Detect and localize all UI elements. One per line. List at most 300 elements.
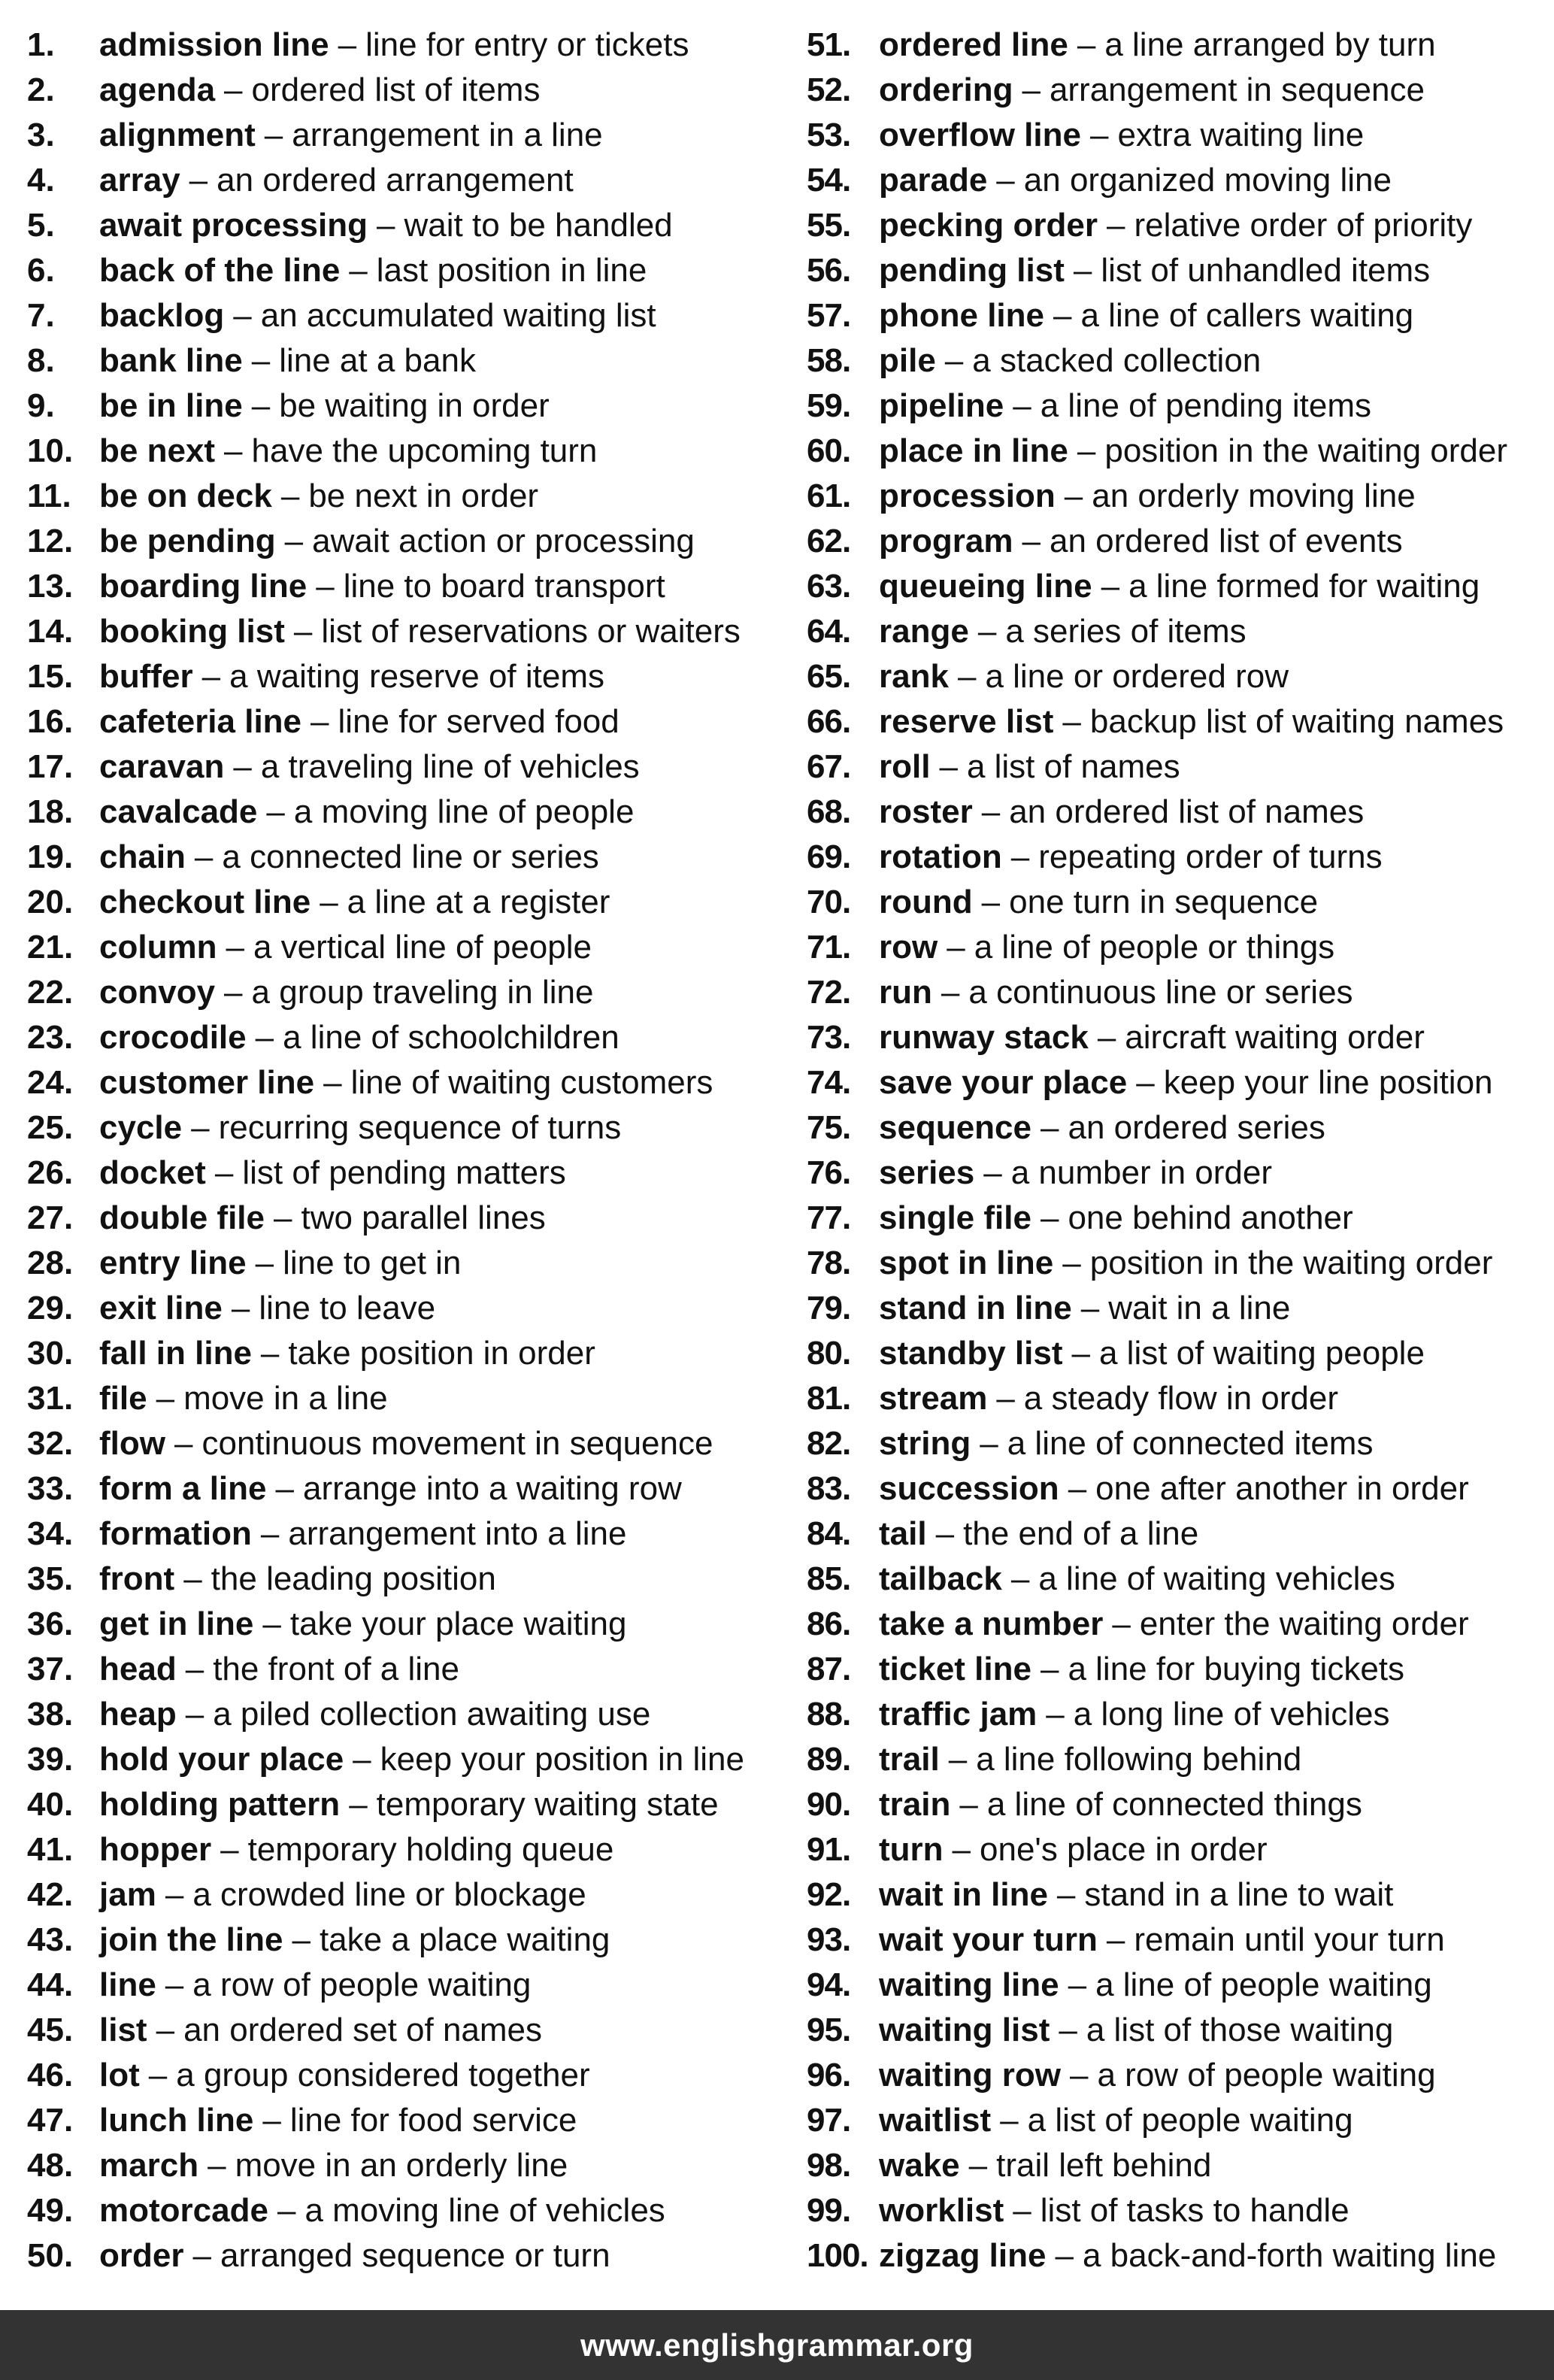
item-dash: – xyxy=(349,1786,368,1823)
item-dash: – xyxy=(941,974,960,1011)
list-item xyxy=(807,1241,1543,1286)
item-dash: – xyxy=(959,1786,978,1823)
item-dash: – xyxy=(194,838,214,875)
list-item xyxy=(807,1692,1543,1737)
item-definition: wait to be handled xyxy=(404,207,673,244)
item-term: be next xyxy=(99,432,216,469)
item-definition: trail left behind xyxy=(996,2147,1212,2184)
item-number: 76. xyxy=(807,1154,851,1191)
item-number: 81. xyxy=(807,1380,851,1417)
list-item xyxy=(807,1918,1543,1963)
item-term: fall in line xyxy=(99,1335,252,1372)
item-definition: a line of pending items xyxy=(1040,387,1372,424)
item-definition: a long line of vehicles xyxy=(1073,1696,1390,1733)
item-definition: an accumulated waiting list xyxy=(260,297,656,334)
item-number: 89. xyxy=(807,1741,851,1778)
item-dash: – xyxy=(1062,1245,1081,1281)
item-term: list xyxy=(99,2012,147,2048)
item-number: 49. xyxy=(27,2192,74,2229)
item-definition: a moving line of vehicles xyxy=(304,2192,665,2229)
item-number: 4. xyxy=(27,162,55,199)
item-definition: aircraft waiting order xyxy=(1125,1019,1425,1056)
list-item xyxy=(807,564,1543,609)
list-item xyxy=(27,384,779,429)
item-term: chain xyxy=(99,838,186,875)
item-dash: – xyxy=(948,1741,968,1778)
list-item xyxy=(807,1647,1543,1692)
list-item xyxy=(27,1196,779,1241)
item-definition: arranged sequence or turn xyxy=(220,2237,610,2274)
item-number: 14. xyxy=(27,613,74,650)
list-item xyxy=(27,1151,779,1196)
item-dash: – xyxy=(1013,2192,1031,2229)
item-dash: – xyxy=(1101,568,1120,605)
item-definition: line for served food xyxy=(338,703,619,740)
item-dash: – xyxy=(185,1696,204,1733)
item-term: wait your turn xyxy=(879,1921,1098,1958)
item-number: 77. xyxy=(807,1199,851,1236)
item-dash: – xyxy=(183,1560,202,1597)
item-dash: – xyxy=(957,658,977,695)
item-number: 24. xyxy=(27,1064,74,1101)
item-number: 16. xyxy=(27,703,74,740)
list-item xyxy=(807,2233,1543,2278)
item-dash: – xyxy=(1071,1335,1090,1372)
item-term: roster xyxy=(879,793,973,830)
item-dash: – xyxy=(201,658,221,695)
item-dash: – xyxy=(1064,478,1083,514)
item-number: 12. xyxy=(27,523,74,559)
item-definition: extra waiting line xyxy=(1117,117,1365,153)
item-term: hopper xyxy=(99,1831,212,1868)
list-item xyxy=(27,1331,779,1376)
item-definition: a back-and-forth waiting line xyxy=(1082,2237,1497,2274)
item-term: string xyxy=(879,1425,971,1462)
word-list-column-right xyxy=(807,23,1543,2278)
item-number: 46. xyxy=(27,2057,74,2093)
item-definition: keep your position in line xyxy=(380,1741,744,1778)
item-number: 64. xyxy=(807,613,851,650)
item-definition: take position in order xyxy=(288,1335,595,1372)
item-number: 83. xyxy=(807,1470,851,1507)
item-definition: an ordered set of names xyxy=(183,2012,543,2048)
item-term: holding pattern xyxy=(99,1786,341,1823)
list-item xyxy=(807,203,1543,248)
item-dash: – xyxy=(968,2147,988,2184)
list-item xyxy=(807,2188,1543,2233)
item-term: single file xyxy=(879,1199,1031,1236)
item-term: program xyxy=(879,523,1013,559)
item-number: 86. xyxy=(807,1605,851,1642)
item-definition: a line formed for waiting xyxy=(1128,568,1480,605)
list-item xyxy=(27,429,779,474)
item-definition: line to board transport xyxy=(343,568,665,605)
item-term: checkout line xyxy=(99,884,311,920)
item-dash: – xyxy=(1136,1064,1155,1101)
item-number: 62. xyxy=(807,523,851,559)
list-item xyxy=(807,1060,1543,1105)
item-definition: continuous movement in sequence xyxy=(201,1425,713,1462)
item-definition: a crowded line or blockage xyxy=(192,1876,586,1913)
item-number: 94. xyxy=(807,1966,851,2003)
item-definition: the leading position xyxy=(211,1560,496,1597)
item-definition: position in the waiting order xyxy=(1089,1245,1493,1281)
item-definition: be waiting in order xyxy=(279,387,550,424)
item-dash: – xyxy=(251,387,271,424)
item-term: file xyxy=(99,1380,147,1417)
item-term: range xyxy=(879,613,969,650)
item-dash: – xyxy=(1013,387,1031,424)
item-definition: a line arranged by turn xyxy=(1104,26,1436,63)
item-term: form a line xyxy=(99,1470,267,1507)
list-item xyxy=(807,1151,1543,1196)
list-item xyxy=(27,1557,779,1602)
item-definition: recurring sequence of turns xyxy=(218,1109,622,1146)
item-dash: – xyxy=(320,884,338,920)
item-definition: take a place waiting xyxy=(319,1921,610,1958)
item-number: 48. xyxy=(27,2147,74,2184)
item-dash: – xyxy=(1073,252,1092,289)
item-definition: relative order of priority xyxy=(1134,207,1473,244)
item-term: standby list xyxy=(879,1335,1063,1372)
item-term: await processing xyxy=(99,207,368,244)
item-definition: an ordered list of events xyxy=(1049,523,1403,559)
item-term: worklist xyxy=(879,2192,1004,2229)
item-number: 13. xyxy=(27,568,74,605)
item-definition: a list of those waiting xyxy=(1086,2012,1394,2048)
item-dash: – xyxy=(1059,2012,1077,2048)
item-definition: one after another in order xyxy=(1095,1470,1469,1507)
item-term: round xyxy=(879,884,973,920)
item-dash: – xyxy=(174,1425,193,1462)
item-dash: – xyxy=(980,1425,998,1462)
list-item xyxy=(27,925,779,970)
item-dash: – xyxy=(952,1831,971,1868)
item-dash: – xyxy=(220,1831,239,1868)
item-definition: remain until your turn xyxy=(1134,1921,1445,1958)
item-number: 75. xyxy=(807,1109,851,1146)
list-item xyxy=(807,384,1543,429)
item-definition: move in a line xyxy=(183,1380,388,1417)
list-item xyxy=(807,1963,1543,2008)
item-term: pending list xyxy=(879,252,1065,289)
item-definition: a row of people waiting xyxy=(1097,2057,1436,2093)
item-dash: – xyxy=(1040,1109,1059,1146)
item-number: 70. xyxy=(807,884,851,920)
item-term: sequence xyxy=(879,1109,1031,1146)
item-term: march xyxy=(99,2147,199,2184)
item-dash: – xyxy=(226,929,244,966)
item-dash: – xyxy=(1068,1966,1087,2003)
list-item xyxy=(27,1602,779,1647)
item-term: place in line xyxy=(879,432,1068,469)
list-item xyxy=(807,699,1543,744)
item-number: 57. xyxy=(807,297,851,334)
item-dash: – xyxy=(944,342,964,379)
item-number: 25. xyxy=(27,1109,74,1146)
item-definition: take your place waiting xyxy=(289,1605,627,1642)
item-term: jam xyxy=(99,1876,156,1913)
list-item xyxy=(27,1060,779,1105)
item-term: parade xyxy=(879,162,988,199)
item-definition: a vertical line of people xyxy=(253,929,592,966)
list-item xyxy=(27,1782,779,1827)
item-dash: – xyxy=(224,71,243,108)
item-definition: line of waiting customers xyxy=(350,1064,713,1101)
item-number: 1. xyxy=(27,26,55,63)
item-definition: arrange into a waiting row xyxy=(302,1470,682,1507)
item-dash: – xyxy=(353,1741,371,1778)
item-dash: – xyxy=(208,2147,226,2184)
list-item xyxy=(807,23,1543,68)
list-item xyxy=(27,1511,779,1557)
item-definition: a line of waiting vehicles xyxy=(1038,1560,1395,1597)
item-term: runway stack xyxy=(879,1019,1089,1056)
item-term: cavalcade xyxy=(99,793,258,830)
item-definition: line to get in xyxy=(283,1245,462,1281)
list-item xyxy=(27,699,779,744)
item-dash: – xyxy=(191,1109,210,1146)
item-number: 79. xyxy=(807,1290,851,1326)
item-number: 58. xyxy=(807,342,851,379)
item-definition: be next in order xyxy=(308,478,539,514)
item-dash: – xyxy=(981,793,1001,830)
list-item xyxy=(27,1286,779,1331)
item-dash: – xyxy=(275,1470,294,1507)
list-item xyxy=(807,429,1543,474)
item-dash: – xyxy=(1106,1921,1125,1958)
item-dash: – xyxy=(983,1154,1002,1191)
item-definition: a connected line or series xyxy=(222,838,599,875)
item-dash: – xyxy=(1062,703,1081,740)
item-number: 97. xyxy=(807,2102,851,2139)
item-term: pile xyxy=(879,342,936,379)
item-term: alignment xyxy=(99,117,256,153)
item-definition: a list of names xyxy=(966,748,1180,785)
item-term: trail xyxy=(879,1741,940,1778)
item-number: 36. xyxy=(27,1605,74,1642)
item-term: zigzag line xyxy=(879,2237,1047,2274)
item-number: 2. xyxy=(27,71,55,108)
item-number: 32. xyxy=(27,1425,74,1462)
list-item xyxy=(807,1105,1543,1151)
item-dash: – xyxy=(274,1199,292,1236)
item-term: double file xyxy=(99,1199,265,1236)
item-term: agenda xyxy=(99,71,216,108)
item-number: 23. xyxy=(27,1019,74,1056)
item-dash: – xyxy=(316,568,335,605)
item-number: 85. xyxy=(807,1560,851,1597)
item-term: turn xyxy=(879,1831,944,1868)
item-number: 19. xyxy=(27,838,74,875)
item-term: get in line xyxy=(99,1605,254,1642)
item-number: 7. xyxy=(27,297,55,334)
item-definition: a list of people waiting xyxy=(1027,2102,1353,2139)
item-term: head xyxy=(99,1651,177,1687)
item-number: 10. xyxy=(27,432,74,469)
item-definition: a number in order xyxy=(1010,1154,1273,1191)
list-item xyxy=(807,68,1543,113)
item-definition: move in an orderly line xyxy=(235,2147,568,2184)
list-item xyxy=(807,1286,1543,1331)
item-number: 44. xyxy=(27,1966,74,2003)
item-number: 5. xyxy=(27,207,55,244)
list-item xyxy=(27,1421,779,1466)
item-dash: – xyxy=(1077,26,1096,63)
list-item xyxy=(807,338,1543,384)
item-number: 65. xyxy=(807,658,851,695)
item-dash: – xyxy=(1010,1560,1030,1597)
item-number: 90. xyxy=(807,1786,851,1823)
item-term: convoy xyxy=(99,974,216,1011)
item-definition: list of pending matters xyxy=(242,1154,566,1191)
item-term: exit line xyxy=(99,1290,223,1326)
item-term: cycle xyxy=(99,1109,183,1146)
item-definition: a line of people waiting xyxy=(1095,1966,1432,2003)
item-dash: – xyxy=(1068,1470,1087,1507)
item-term: train xyxy=(879,1786,951,1823)
list-item xyxy=(807,2053,1543,2098)
item-number: 66. xyxy=(807,703,851,740)
footer-bar xyxy=(0,2310,1554,2380)
item-dash: – xyxy=(323,1064,342,1101)
item-number: 74. xyxy=(807,1064,851,1101)
item-number: 60. xyxy=(807,432,851,469)
list-item xyxy=(27,519,779,564)
item-dash: – xyxy=(939,748,958,785)
item-definition: position in the waiting order xyxy=(1104,432,1508,469)
list-item xyxy=(27,293,779,338)
list-item xyxy=(27,564,779,609)
item-term: save your place xyxy=(879,1064,1128,1101)
item-definition: an ordered series xyxy=(1068,1109,1325,1146)
list-item xyxy=(27,1827,779,1872)
list-item xyxy=(807,2143,1543,2188)
list-item xyxy=(807,474,1543,519)
item-term: join the line xyxy=(99,1921,283,1958)
item-definition: line for food service xyxy=(289,2102,577,2139)
item-definition: arrangement in sequence xyxy=(1049,71,1425,108)
item-number: 45. xyxy=(27,2012,74,2048)
item-definition: a continuous line or series xyxy=(968,974,1353,1011)
list-item xyxy=(807,113,1543,158)
list-item xyxy=(27,338,779,384)
item-number: 31. xyxy=(27,1380,74,1417)
item-definition: two parallel lines xyxy=(301,1199,546,1236)
list-item xyxy=(27,2098,779,2143)
item-term: waiting row xyxy=(879,2057,1061,2093)
item-definition: temporary waiting state xyxy=(376,1786,719,1823)
item-term: order xyxy=(99,2237,184,2274)
item-term: flow xyxy=(99,1425,165,1462)
item-number: 84. xyxy=(807,1515,851,1552)
item-definition: last position in line xyxy=(376,252,647,289)
list-item xyxy=(27,2233,779,2278)
item-number: 71. xyxy=(807,929,851,966)
item-number: 22. xyxy=(27,974,74,1011)
item-definition: a row of people waiting xyxy=(192,1966,532,2003)
list-item xyxy=(807,1602,1543,1647)
item-number: 80. xyxy=(807,1335,851,1372)
item-number: 18. xyxy=(27,793,74,830)
item-number: 17. xyxy=(27,748,74,785)
item-number: 39. xyxy=(27,1741,74,1778)
list-item xyxy=(807,158,1543,203)
item-number: 6. xyxy=(27,252,55,289)
item-number: 87. xyxy=(807,1651,851,1687)
item-term: line xyxy=(99,1966,156,2003)
item-term: array xyxy=(99,162,180,199)
item-number: 93. xyxy=(807,1921,851,1958)
item-dash: – xyxy=(255,1245,274,1281)
item-term: procession xyxy=(879,478,1056,514)
list-item xyxy=(27,23,779,68)
item-dash: – xyxy=(264,117,283,153)
item-number: 67. xyxy=(807,748,851,785)
list-item xyxy=(807,1737,1543,1782)
item-dash: – xyxy=(255,1019,274,1056)
list-item xyxy=(807,293,1543,338)
item-term: queueing line xyxy=(879,568,1092,605)
item-definition: the front of a line xyxy=(213,1651,459,1687)
item-dash: – xyxy=(233,748,252,785)
list-item xyxy=(27,790,779,835)
item-number: 41. xyxy=(27,1831,74,1868)
item-dash: – xyxy=(996,1380,1015,1417)
list-item xyxy=(27,2188,779,2233)
item-term: docket xyxy=(99,1154,206,1191)
item-dash: – xyxy=(310,703,329,740)
list-item xyxy=(27,1466,779,1511)
item-term: reserve list xyxy=(879,703,1054,740)
item-dash: – xyxy=(292,1921,310,1958)
item-number: 52. xyxy=(807,71,851,108)
list-item xyxy=(807,1782,1543,1827)
item-dash: – xyxy=(1000,2102,1019,2139)
list-item xyxy=(807,654,1543,699)
item-number: 68. xyxy=(807,793,851,830)
item-dash: – xyxy=(251,342,271,379)
item-number: 50. xyxy=(27,2237,74,2274)
item-term: ordering xyxy=(879,71,1013,108)
item-definition: keep your line position xyxy=(1163,1064,1493,1101)
list-item xyxy=(27,2143,779,2188)
item-number: 59. xyxy=(807,387,851,424)
item-number: 82. xyxy=(807,1425,851,1462)
item-number: 98. xyxy=(807,2147,851,2184)
list-item xyxy=(27,744,779,790)
item-number: 56. xyxy=(807,252,851,289)
item-term: entry line xyxy=(99,1245,247,1281)
item-definition: enter the waiting order xyxy=(1139,1605,1469,1642)
item-number: 96. xyxy=(807,2057,851,2093)
item-definition: a series of items xyxy=(1005,613,1247,650)
list-item xyxy=(807,1872,1543,1918)
item-number: 100. xyxy=(807,2237,868,2274)
list-item xyxy=(807,1196,1543,1241)
item-definition: backup list of waiting names xyxy=(1089,703,1504,740)
item-term: traffic jam xyxy=(879,1696,1038,1733)
item-dash: – xyxy=(377,207,395,244)
item-term: crocodile xyxy=(99,1019,247,1056)
list-item xyxy=(27,1918,779,1963)
item-definition: one behind another xyxy=(1068,1199,1353,1236)
item-definition: a steady flow in order xyxy=(1023,1380,1339,1417)
item-number: 47. xyxy=(27,2102,74,2139)
list-item xyxy=(807,744,1543,790)
list-item xyxy=(807,1421,1543,1466)
list-item xyxy=(807,2008,1543,2053)
